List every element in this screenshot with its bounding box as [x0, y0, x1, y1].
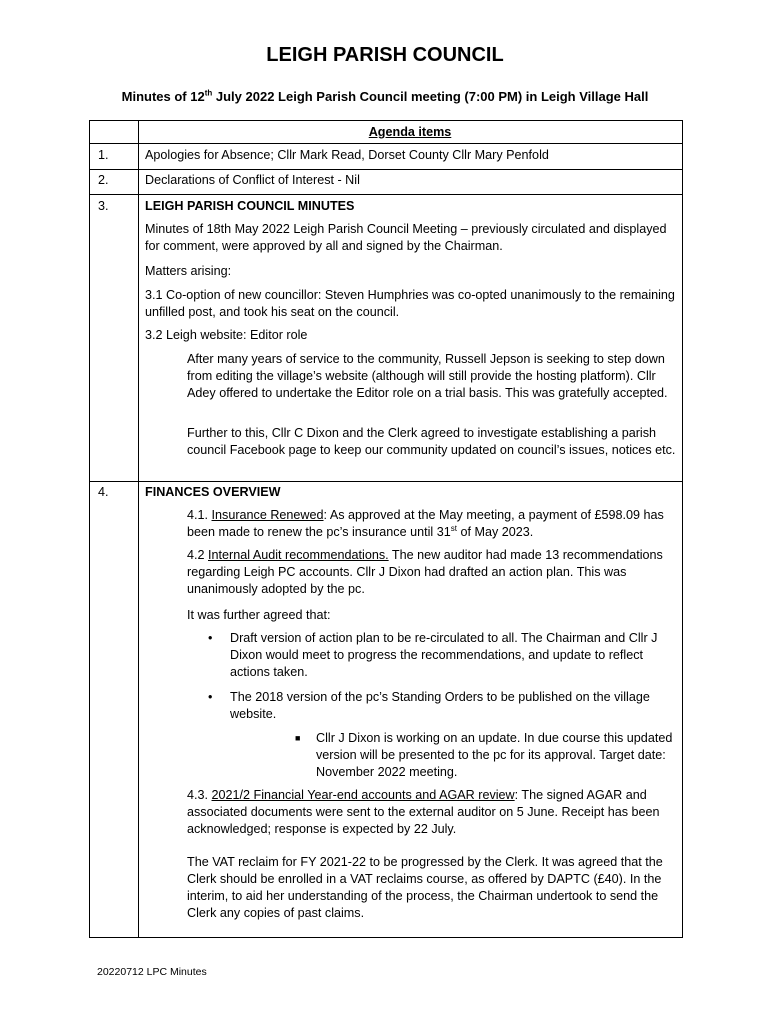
action-plan-bullet: Draft version of action plan to be re-circulated to all. The Chairman and Cllr J Dixon would meet to progress the recommendations, and update to reflect actions taken. [230, 631, 658, 679]
minutes-approval-text: Minutes of 18th May 2022 Leigh Parish Council Meeting – previously circulated and displayed for comment, were approved by all and signed by the Chairman. [145, 222, 667, 253]
website-editor-label: 3.2 Leigh website: Editor role [145, 328, 308, 342]
facebook-page-text: Further to this, Cllr C Dixon and the Clerk agreed to investigate establishing a parish council Facebook page to keep our community updated on council’s issues, notices etc. [187, 426, 676, 457]
row-divider [90, 194, 682, 195]
minutes-heading: LEIGH PARISH COUNCIL MINUTES [145, 199, 355, 213]
internal-audit-paragraph: 4.2 Internal Audit recommendations. The new auditor had made 13 recommendations regarding Leigh PC accounts. Cllr J Dixon had drafted an action plan. This was unanimously adopted by the pc. [187, 548, 663, 596]
agenda-items-header: Agenda items [368, 125, 452, 139]
co-option-text: 3.1 Co-option of new councillor: Steven Humphries was co-opted unanimously to the remaining unfilled post, and took his seat on the council. [145, 288, 675, 319]
further-agreed-label: It was further agreed that: [187, 608, 331, 622]
square-bullet-icon: ■ [295, 733, 301, 743]
row-divider [90, 143, 682, 144]
standing-orders-bullet: The 2018 version of the pc’s Standing Orders to be published on the village website. [230, 690, 650, 721]
insurance-paragraph: 4.1. Insurance Renewed: As approved at the May meeting, a payment of £598.09 has been made to renew the pc’s insurance until 31st of May 2023. [187, 508, 664, 539]
row-divider [90, 481, 682, 482]
declarations-text: Declarations of Conflict of Interest - Nil [145, 173, 360, 187]
bullet-icon: • [208, 631, 213, 645]
document-footer: 20220712 LPC Minutes [97, 966, 207, 978]
row-divider [90, 169, 682, 170]
matters-arising-label: Matters arising: [145, 264, 232, 278]
page-title: LEIGH PARISH COUNCIL [266, 44, 504, 66]
item-number: 2. [98, 173, 109, 187]
meeting-subtitle: Minutes of 12th July 2022 Leigh Parish Council meeting (7:00 PM) in Leigh Village Hall [121, 88, 649, 104]
website-editor-text: After many years of service to the community, Russell Jepson is seeking to step down from editing the village’s website (although will still provide the hosting platform). Cllr Adey offered to undertake the Editor role on a trial basis. This was gratefully accepted. [187, 352, 668, 400]
column-divider [138, 121, 139, 937]
item-number: 3. [98, 199, 109, 213]
agenda-table [89, 120, 683, 938]
standing-orders-update: Cllr J Dixon is working on an update. In due course this updated version will be presented to the pc for its approval. Target date: November 2022 meeting. [316, 731, 673, 779]
year-end-accounts-paragraph: 4.3. 2021/2 Financial Year-end accounts and AGAR review: The signed AGAR and associated documents were sent to the external auditor on 5 June. Receipt has been acknowledged; response is expected by 22 July. [187, 788, 660, 836]
bullet-icon: • [208, 690, 213, 704]
item-number: 4. [98, 485, 109, 499]
apologies-text: Apologies for Absence; Cllr Mark Read, Dorset County Cllr Mary Penfold [145, 148, 549, 162]
item-number: 1. [98, 148, 109, 162]
vat-reclaim-paragraph: The VAT reclaim for FY 2021-22 to be progressed by the Clerk. It was agreed that the Clerk should be enrolled in a VAT reclaims course, as offered by DAPTC (£40). In the interim, to aid her understanding of the process, the Chairman undertook to send the Clerk any copies of past claims. [187, 855, 663, 920]
finances-heading: FINANCES OVERVIEW [145, 485, 281, 499]
